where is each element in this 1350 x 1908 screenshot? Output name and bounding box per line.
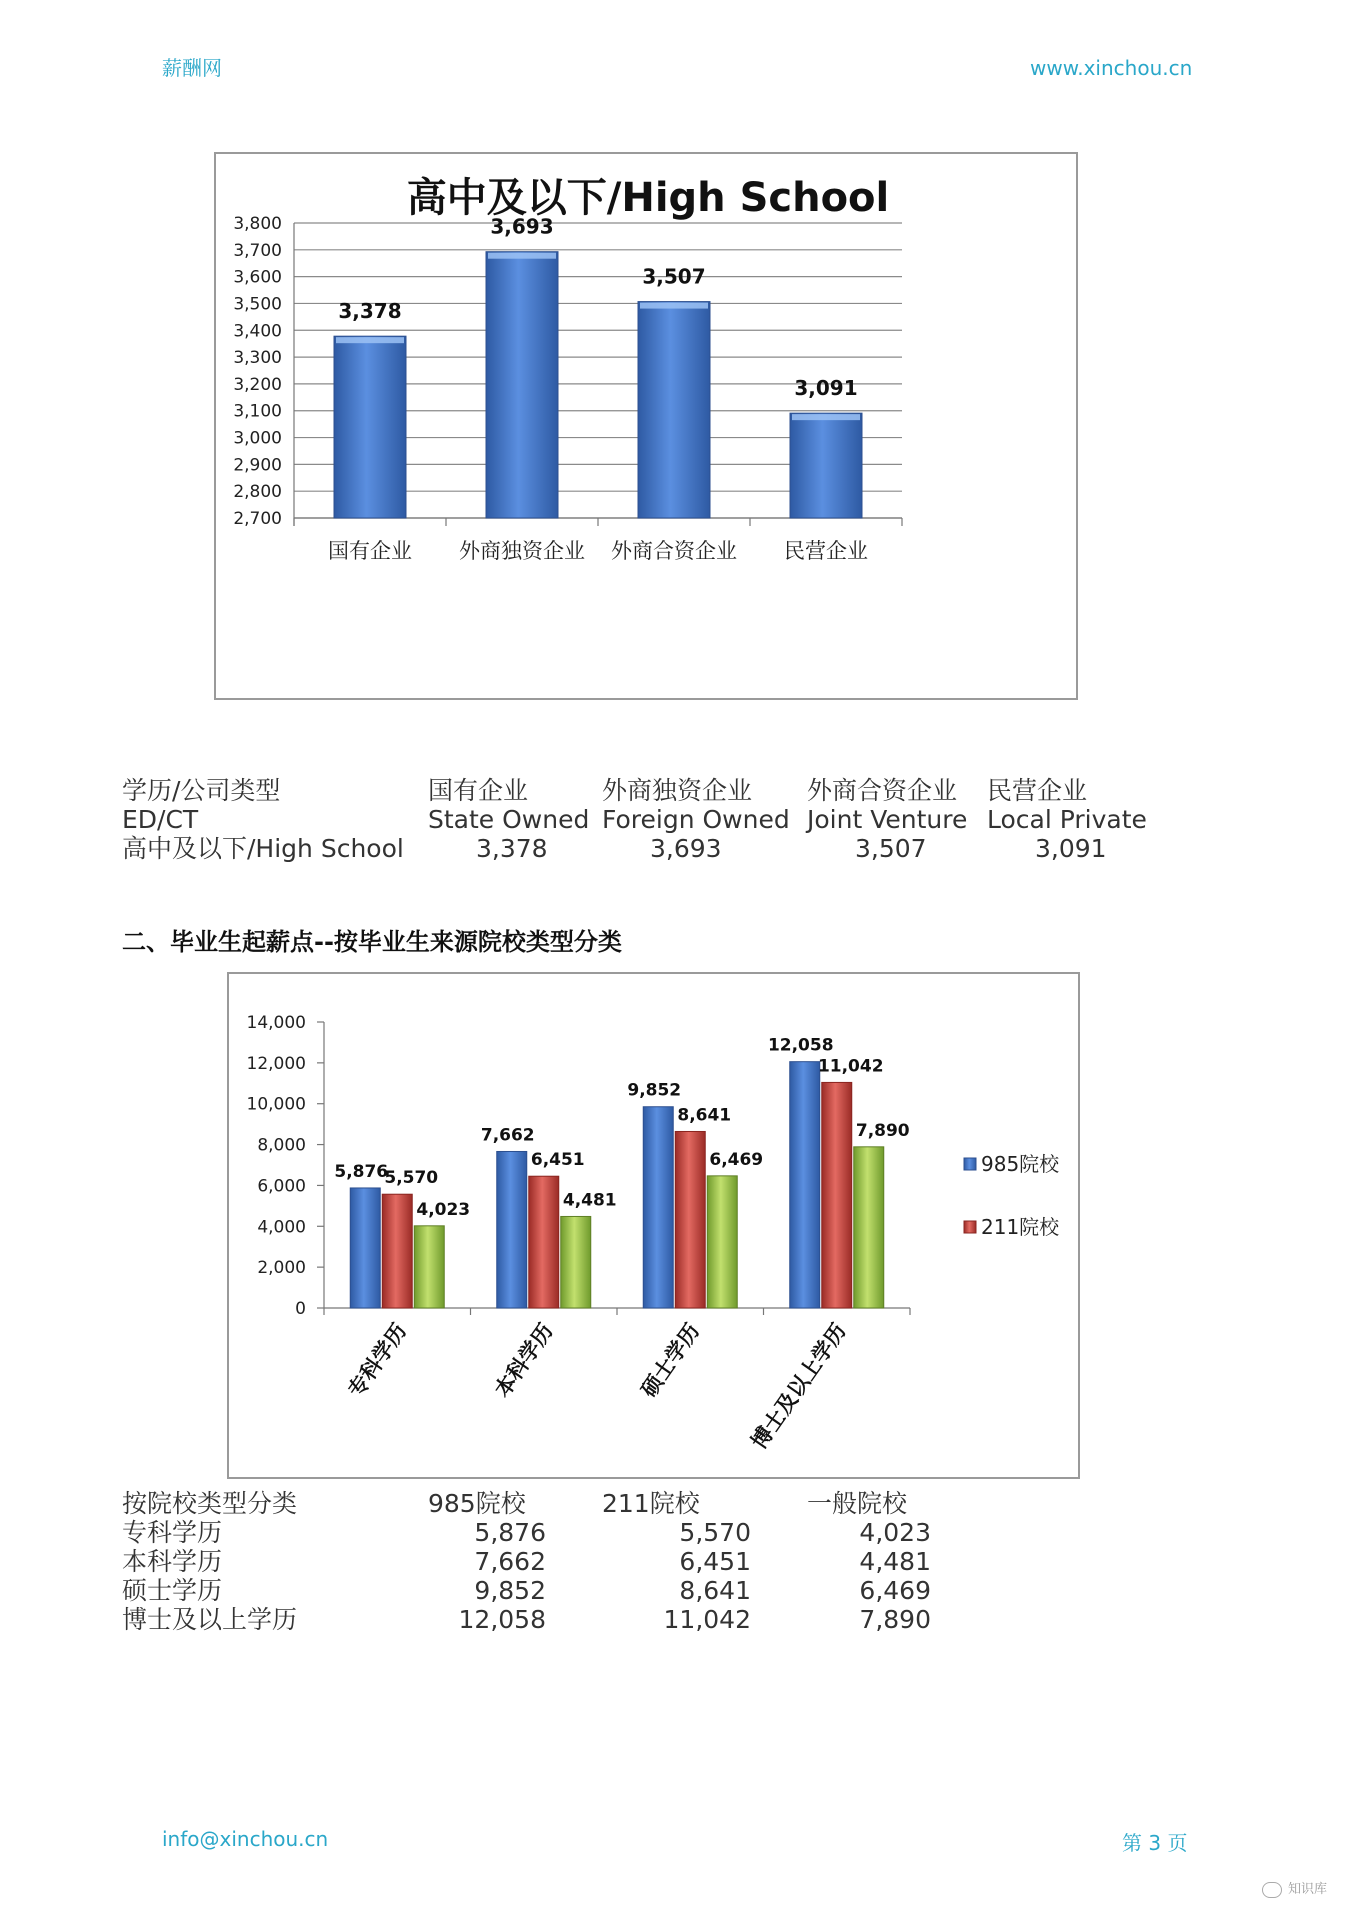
footer-page-number: 第 3 页 — [1122, 1831, 1188, 1855]
table-row — [122, 1576, 989, 1605]
legend-label: 985院校 — [981, 1152, 1060, 1176]
table-cell: 7,662 — [474, 1547, 546, 1576]
bar-highlight — [792, 414, 860, 420]
section-heading: 二、毕业生起薪点--按毕业生来源院校类型分类 — [122, 928, 622, 956]
data-label: 5,876 — [334, 1161, 389, 1182]
legend-swatch — [964, 1221, 976, 1233]
header-url[interactable]: www.xinchou.cn — [1030, 56, 1193, 80]
y-tick-label: 3,400 — [233, 321, 282, 342]
bar-985院校-硕士学历 — [643, 1107, 673, 1308]
x-category-label: 国有企业 — [328, 539, 412, 563]
table-cell: 3,507 — [855, 834, 927, 863]
data-label: 6,469 — [709, 1149, 764, 1170]
bar-211院校-本科学历 — [529, 1176, 559, 1308]
table-cell: 专科学历 — [122, 1518, 223, 1547]
bar-highlight — [336, 337, 404, 343]
bar-一般院校-专科学历 — [414, 1226, 444, 1308]
bar-211院校-博士及以上学历 — [822, 1082, 852, 1308]
bar-一般院校-本科学历 — [561, 1216, 591, 1308]
table-cell: 外商合资企业 — [807, 776, 958, 805]
table-cell: 4,023 — [859, 1518, 931, 1547]
y-tick-label: 0 — [295, 1299, 306, 1319]
table-cell: 11,042 — [663, 1605, 751, 1634]
high-school-bar-chart-svg — [216, 154, 1080, 702]
y-tick-label: 14,000 — [246, 1013, 306, 1033]
data-label: 11,042 — [817, 1056, 884, 1077]
y-tick-label: 3,600 — [233, 267, 282, 288]
watermark-text: 知识库 — [1288, 1882, 1328, 1897]
bar-highlight — [640, 303, 708, 309]
x-category-label: 博士及以上学历 — [746, 1319, 851, 1454]
header-site-name: 薪酬网 — [162, 56, 222, 80]
table-cell: 国有企业 — [428, 776, 529, 805]
x-category-label: 外商独资企业 — [459, 539, 585, 563]
bar-外商独资企业 — [486, 252, 558, 518]
y-tick-label: 3,500 — [233, 294, 282, 315]
x-category-label: 民营企业 — [784, 539, 868, 563]
y-tick-label: 2,700 — [233, 509, 282, 529]
legend-swatch — [964, 1158, 976, 1170]
data-label: 3,091 — [794, 376, 858, 401]
table-header-cell: 211院校 — [602, 1489, 700, 1518]
table-cell: 12,058 — [458, 1605, 546, 1634]
table-cell: ED/CT — [122, 805, 199, 834]
table-cell: 8,641 — [679, 1576, 751, 1605]
watermark — [1262, 1878, 1327, 1898]
y-tick-label: 2,900 — [233, 455, 282, 476]
bar-国有企业 — [334, 336, 406, 518]
table-header-cell: 一般院校 — [807, 1489, 908, 1518]
data-label: 7,662 — [480, 1125, 535, 1146]
y-tick-label: 8,000 — [257, 1135, 306, 1156]
bar-211院校-硕士学历 — [675, 1131, 705, 1308]
y-tick-label: 2,800 — [233, 482, 282, 503]
table-cell: Foreign Owned — [602, 805, 790, 834]
data-label: 5,570 — [384, 1168, 439, 1189]
table-cell: 3,091 — [1035, 834, 1107, 863]
x-category-label: 本科学历 — [490, 1319, 558, 1402]
bar-民营企业 — [790, 413, 862, 518]
bar-985院校-博士及以上学历 — [790, 1062, 820, 1308]
bar-一般院校-博士及以上学历 — [854, 1147, 884, 1308]
y-tick-label: 4,000 — [257, 1217, 306, 1238]
y-tick-label: 3,000 — [233, 428, 282, 449]
table-cell: 学历/公司类型 — [122, 776, 281, 805]
table-cell: State Owned — [428, 805, 590, 834]
data-label: 3,507 — [642, 264, 706, 289]
school-type-salary-chart — [227, 972, 1080, 1479]
chat-bubble-icon — [1262, 1882, 1282, 1898]
table-row — [122, 834, 1147, 863]
table-row — [122, 776, 1147, 805]
y-tick-label: 3,800 — [233, 214, 282, 234]
bar-985院校-专科学历 — [350, 1188, 380, 1308]
table-row — [122, 1518, 989, 1547]
x-category-label: 专科学历 — [343, 1319, 412, 1402]
legend-label: 211院校 — [981, 1215, 1060, 1239]
table-cell: 3,378 — [476, 834, 548, 863]
bar-外商合资企业 — [638, 302, 710, 518]
table-row — [122, 805, 1147, 834]
high-school-salary-chart — [214, 152, 1078, 700]
y-tick-label: 2,000 — [257, 1258, 306, 1279]
table-row — [122, 1547, 989, 1576]
data-label: 9,852 — [627, 1080, 682, 1101]
table-cell: 本科学历 — [122, 1547, 223, 1576]
table-cell: 高中及以下/High School — [122, 834, 404, 863]
table-cell: 民营企业 — [987, 776, 1088, 805]
bar-985院校-本科学历 — [497, 1151, 527, 1308]
y-tick-label: 10,000 — [246, 1094, 306, 1115]
data-label: 7,890 — [855, 1120, 910, 1141]
table-cell: 7,890 — [859, 1605, 931, 1634]
table-row — [122, 1605, 989, 1634]
data-label: 12,058 — [767, 1035, 834, 1056]
table-header-cell: 按院校类型分类 — [122, 1489, 298, 1518]
table-cell: 硕士学历 — [122, 1576, 223, 1605]
table-header-row — [122, 1489, 989, 1518]
y-tick-label: 3,300 — [233, 348, 282, 369]
school-type-salary-table — [122, 1489, 989, 1634]
chart-title: 高中及以下/High School — [406, 175, 890, 221]
data-label: 8,641 — [677, 1105, 732, 1126]
x-category-label: 外商合资企业 — [611, 539, 737, 563]
table-cell: 6,451 — [679, 1547, 751, 1576]
table-cell: 5,570 — [679, 1518, 751, 1547]
table-cell: 4,481 — [859, 1547, 931, 1576]
data-label: 6,451 — [530, 1150, 585, 1171]
table-cell: 5,876 — [474, 1518, 546, 1547]
y-tick-label: 3,200 — [233, 374, 282, 395]
footer-email[interactable]: info@xinchou.cn — [162, 1827, 329, 1851]
data-label: 3,693 — [490, 214, 554, 239]
table-cell: Local Private — [987, 805, 1147, 834]
bar-一般院校-硕士学历 — [707, 1176, 737, 1308]
bar-211院校-专科学历 — [382, 1194, 412, 1308]
y-tick-label: 6,000 — [257, 1176, 306, 1197]
data-label: 4,023 — [416, 1199, 471, 1220]
data-label: 4,481 — [562, 1190, 617, 1211]
bar-highlight — [488, 253, 556, 259]
table-cell: 9,852 — [474, 1576, 546, 1605]
y-tick-label: 3,100 — [233, 401, 282, 422]
x-category-label: 硕士学历 — [636, 1319, 705, 1402]
table-cell: 6,469 — [859, 1576, 931, 1605]
school-type-bar-chart-svg — [229, 974, 1082, 1481]
table-cell: 外商独资企业 — [602, 776, 753, 805]
table-cell: Joint Venture — [807, 805, 968, 834]
data-label: 3,378 — [338, 299, 402, 324]
table-header-cell: 985院校 — [428, 1489, 526, 1518]
table-cell: 博士及以上学历 — [122, 1605, 298, 1634]
table-cell: 3,693 — [650, 834, 722, 863]
y-tick-label: 3,700 — [233, 240, 282, 261]
y-tick-label: 12,000 — [246, 1053, 306, 1074]
high-school-salary-table — [122, 776, 1147, 863]
